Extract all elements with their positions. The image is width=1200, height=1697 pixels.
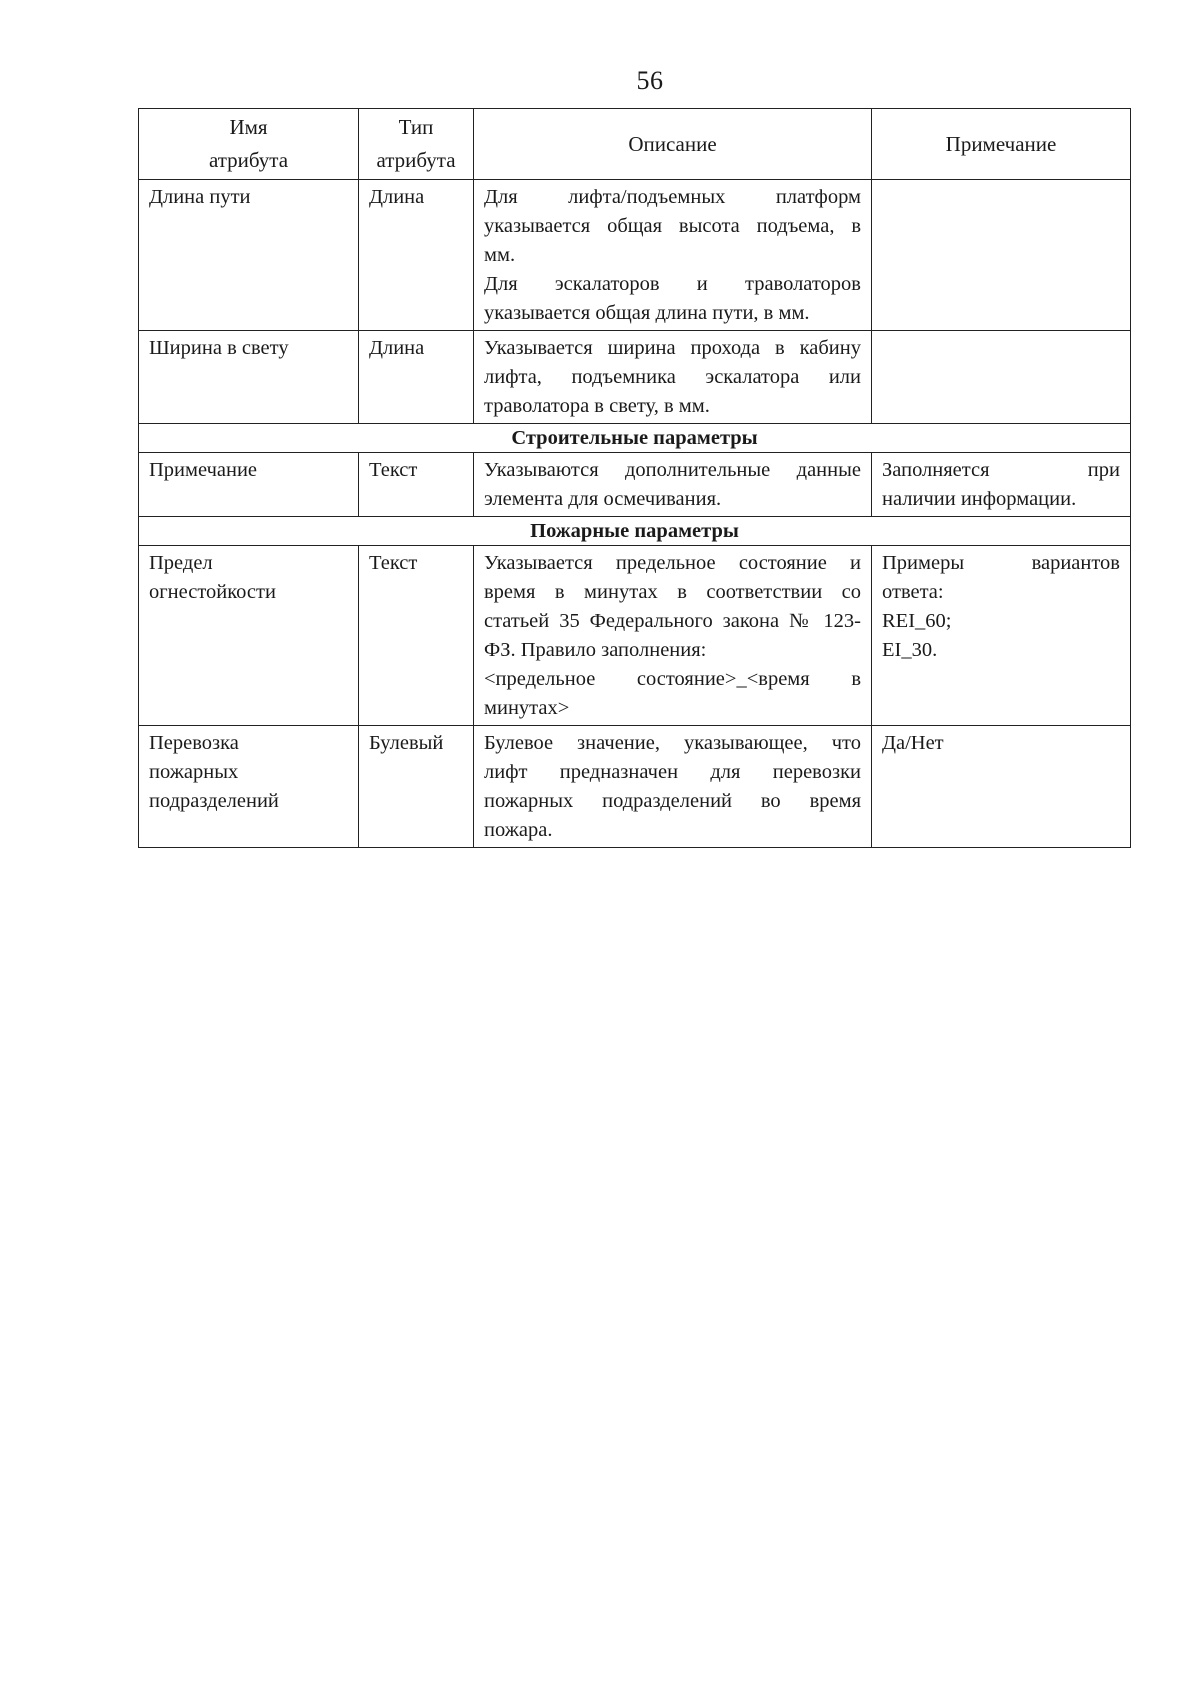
attributes-table [138,108,1131,848]
cell-description [474,546,872,726]
desc-line: указывается общая длина пути, в мм. [484,302,810,324]
desc-line: лифт предназначен для перевозки [484,761,861,783]
header-note: Примечание [872,109,1131,180]
cell-note [872,180,1131,331]
desc-line: статьей 35 Федерального закона № 123- [484,610,861,632]
desc-line: ФЗ. Правило заполнения: [484,639,707,661]
desc-line: минутах> [484,697,570,719]
note-line: Заполняется при [882,459,1120,481]
table-row [139,726,1131,848]
name-line: подразделений [149,790,279,812]
desc-line: Указывается ширина прохода в кабину [484,337,861,359]
cell-attribute-type: Текст [359,546,474,726]
cell-attribute-name [139,726,359,848]
page-number: 56 [636,66,664,95]
note-line: наличии информации. [882,488,1077,510]
header-attribute-name [139,109,359,180]
header-description: Описание [474,109,872,180]
note-line: ответа: [882,581,944,603]
table-row [139,180,1131,331]
desc-line: пожарных подразделений во время [484,790,861,812]
cell-attribute-name: Примечание [139,453,359,517]
name-line: Перевозка [149,732,239,754]
cell-description [474,180,872,331]
table-row [139,546,1131,726]
desc-line: лифта, подъемника эскалатора или [484,366,861,388]
cell-attribute-type: Булевый [359,726,474,848]
desc-line: указывается общая высота подъема, в [484,215,861,237]
cell-attribute-name [139,546,359,726]
note-line: Примеры вариантов [882,552,1120,574]
header-type-line-1: Тип [398,115,434,139]
name-line: огнестойкости [149,581,276,603]
cell-attribute-type: Текст [359,453,474,517]
cell-description [474,726,872,848]
header-name-line-1: Имя [229,115,268,139]
cell-description [474,331,872,424]
cell-attribute-name: Ширина в свету [139,331,359,424]
cell-attribute-type: Длина [359,180,474,331]
desc-line: <предельное состояние>_<время в [484,668,861,690]
cell-note [872,546,1131,726]
table-row [139,331,1131,424]
name-line: Предел [149,552,213,574]
desc-line: элемента для осмечивания. [484,488,722,510]
desc-line: Указываются дополнительные данные [484,459,861,481]
section-title-construction: Строительные параметры [139,424,1131,453]
cell-note: Да/Нет [872,726,1131,848]
desc-line: Указывается предельное состояние и [484,552,861,574]
note-line: EI_30. [882,639,938,661]
cell-note [872,331,1131,424]
section-row-construction [139,424,1131,453]
name-line: пожарных [149,761,239,783]
section-title-fire: Пожарные параметры [139,517,1131,546]
desc-line: время в минутах в соответствии со [484,581,861,603]
table-header-row [139,109,1131,180]
table-row [139,453,1131,517]
desc-line: Булевое значение, указывающее, что [484,732,861,754]
header-type-line-2: атрибута [376,148,456,172]
desc-line: пожара. [484,819,553,841]
desc-line: траволатора в свету, в мм. [484,395,710,417]
cell-note [872,453,1131,517]
note-line: REI_60; [882,610,952,632]
cell-attribute-name: Длина пути [139,180,359,331]
desc-line: мм. [484,244,516,266]
header-attribute-type [359,109,474,180]
cell-description [474,453,872,517]
header-name-line-2: атрибута [208,148,289,172]
cell-attribute-type: Длина [359,331,474,424]
section-row-fire [139,517,1131,546]
desc-line: Для эскалаторов и траволаторов [484,273,861,295]
desc-line: Для лифта/подъемных платформ [484,186,861,208]
